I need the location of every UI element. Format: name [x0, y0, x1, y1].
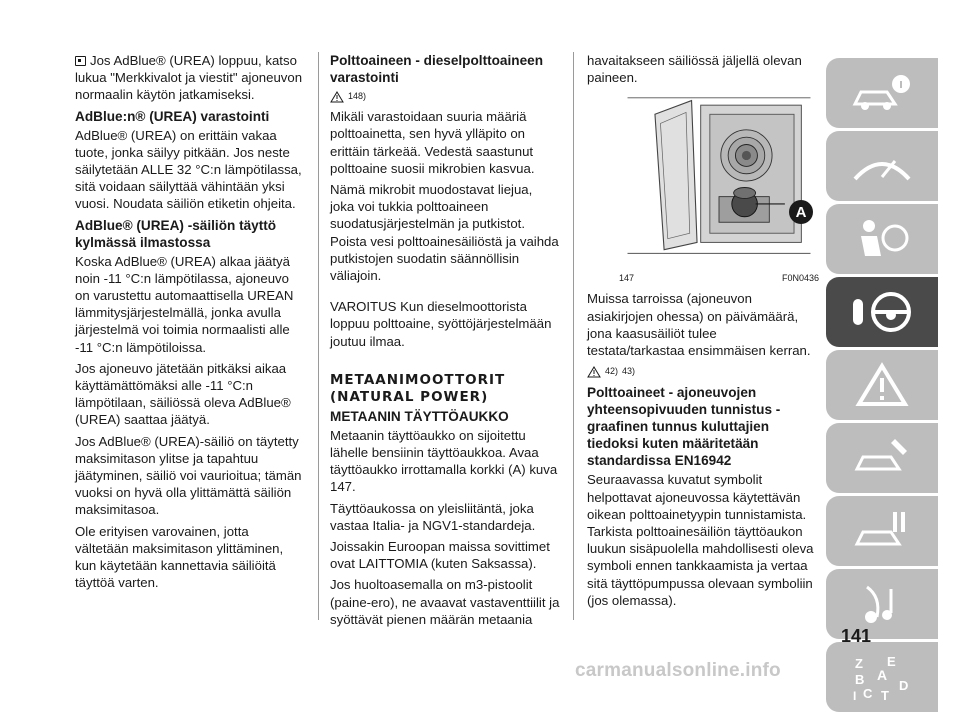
column-2	[330, 52, 560, 632]
warning-triangle-icon	[330, 91, 344, 103]
svg-text:E: E	[887, 654, 896, 669]
figure-147	[619, 96, 819, 284]
tab-knowing-vehicle[interactable]	[826, 58, 938, 128]
heading-methane-filler: METAANIN TÄYTTÖAUKKO	[330, 408, 509, 424]
svg-text:Z: Z	[855, 656, 863, 671]
paragraph: VAROITUS Kun dieselmoottorista loppuu polttoaine, syöttöjärjestelmään joutuu ilmaa.	[330, 299, 552, 349]
paragraph: Seuraavassa kuvatut symbolit helpottavat ajoneuvossa käytettävän oikean polttoainetyypin tunnistamista. Tarkista polttoainesäiliön täyttöaukon luukun sisäpuolella mahdollisesti oleva symboli ennen tankkaamista ja vertaa sitä täyttöpumpussa olevaan symboliin (jos olemassa).	[587, 472, 814, 608]
paragraph: Muissa tarroissa (ajoneuvon asiakirjojen ohessa) on päivämäärä, jona kaasusäiliöt tulee testata/tarkastaa ensimmäisen kerran.	[587, 291, 811, 359]
index-letters-icon	[847, 650, 917, 704]
tab-index[interactable]	[826, 642, 938, 712]
heading-fuel-compatibility: Polttoaineet - ajoneuvojen yhteensopivuuden tunnistus - graafinen tunnus kuluttajien tiedoksi kuten määritetään standardissa EN16942	[587, 385, 781, 469]
paragraph: AdBlue® (UREA) on erittäin vakaa tuote, jonka säilyy pitkään. Jos neste säilytetään ALLE 32 °C:n lämpötilassa, sitä voidaan säilyttää vähintään yksi vuosi. Noudata säiliön etiketin ohjeita.	[75, 127, 302, 212]
callout-a: A	[789, 200, 813, 224]
tab-maintenance[interactable]	[826, 423, 938, 493]
paragraph: Nämä mikrobit muodostavat liejua, joka voi tukkia polttoaineen suodatusjärjestelmän ja putkistot. Poista vesi polttoainesäiliöstä ja vaihda putkistojen suodatin säännöllisin väliajoin.	[330, 182, 559, 284]
paragraph: Metaanin täyttöaukko on sijoitettu lähelle bensiinin täyttöaukkoa. Avaa täyttöaukko irrottamalla korkki (A) kuva 147.	[330, 427, 558, 495]
paragraph: Täyttöaukossa on yleisliitäntä, joka vastaa Italia- ja NGV1-standardeja.	[330, 500, 536, 533]
tab-instruments[interactable]	[826, 131, 938, 201]
svg-text:A: A	[877, 667, 888, 683]
bullet-icon	[75, 56, 86, 66]
key-steering-icon	[847, 285, 917, 339]
svg-text:D: D	[899, 678, 909, 693]
intro-paragraph: Jos AdBlue® (UREA) loppuu, katso lukua "Merkkivalot ja viestit" ajoneuvon normaalin käytön jatkamiseksi.	[75, 53, 303, 103]
column-divider	[318, 52, 319, 620]
warning-reference: 42) 43)	[587, 363, 817, 380]
paragraph: Mikäli varastoidaan suuria määriä polttoainetta, sen hyvä ylläpito on erittäin tärkeää. Vedestä saastunut polttoaine suosii mikrobien kasvua.	[330, 109, 535, 176]
paragraph: Jos huoltoasemalla on m3-pistoolit (paine-ero), ne avaavat vastaventtiilit ja syöttävät pienen määrän metaania	[330, 577, 560, 627]
warning-reference: 148)	[330, 88, 560, 105]
tab-emergency[interactable]	[826, 350, 938, 420]
column-3	[587, 52, 817, 613]
svg-text:T: T	[881, 688, 889, 703]
heading-diesel-storage: Polttoaineen - dieselpolttoaineen varastointi	[330, 53, 543, 85]
wrench-car-icon	[847, 431, 917, 485]
airbag-seat-icon	[847, 212, 917, 266]
paragraph: Jos ajoneuvo jätetään pitkäksi aikaa käyttämättömäksi alle -11 °C:n lämpötilaan, säiliössä oleva AdBlue® (UREA) saattaa jäätyä.	[75, 360, 291, 428]
tab-technical-data[interactable]	[826, 496, 938, 566]
methane-filler-illustration	[619, 96, 819, 268]
warning-triangle-icon	[847, 358, 917, 412]
chapter-index-sidebar	[826, 58, 960, 715]
figure-caption	[619, 270, 819, 284]
svg-text:C: C	[863, 686, 873, 701]
paragraph: Koska AdBlue® (UREA) alkaa jäätyä noin -11 °C:n lämpötilassa, ajoneuvo on varustettu automaattisella UREAN lämmitysjärjestelmällä, jonka avulla järjestelmä voi toimia normaalisti alle -11 °C:n lämpötiloissa.	[75, 253, 294, 355]
paragraph: Ole erityisen varovainen, jotta vältetään maksimitason ylittäminen, kun käytetään kannettavia säiliöitä täyttöä varten.	[75, 523, 284, 591]
tab-starting-driving[interactable]	[826, 277, 938, 347]
paragraph: havaitakseen säiliössä jäljellä olevan paineen.	[587, 53, 802, 86]
heading-adblue-cold: AdBlue® (UREA) -säiliön täyttö kylmässä ilmastossa	[75, 217, 277, 250]
tab-safety[interactable]	[826, 204, 938, 274]
multimedia-icon	[847, 577, 917, 631]
paragraph: Joissakin Euroopan maissa sovittimet ovat LAITTOMIA (kuten Saksassa).	[330, 539, 550, 572]
paragraph: Jos AdBlue® (UREA)-säiliö on täytetty maksimitason ylitse ja tapahtuu jäätyminen, säiliö voi vaurioitua; tämän vuoksi on hyvä olla ylittämättä säiliön maksimitasoa.	[75, 433, 302, 518]
watermark: carmanualsonline.info	[575, 660, 781, 681]
warning-triangle-icon	[587, 366, 601, 378]
heading-methane-engines: METAANIMOOTTORIT (NATURAL POWER)	[330, 371, 506, 405]
car-info-icon	[847, 66, 917, 120]
dashboard-icon	[847, 139, 917, 193]
figure-code: F0N0436	[781, 273, 819, 284]
figure-number: 147	[619, 273, 635, 284]
svg-text:B: B	[855, 672, 865, 687]
car-tools-icon	[847, 504, 917, 558]
svg-text:I: I	[853, 689, 857, 703]
heading-adblue-storage: AdBlue:n® (UREA) varastointi	[75, 108, 270, 124]
column-1	[75, 52, 305, 595]
column-divider	[573, 52, 574, 620]
page-number: 141	[840, 626, 872, 646]
